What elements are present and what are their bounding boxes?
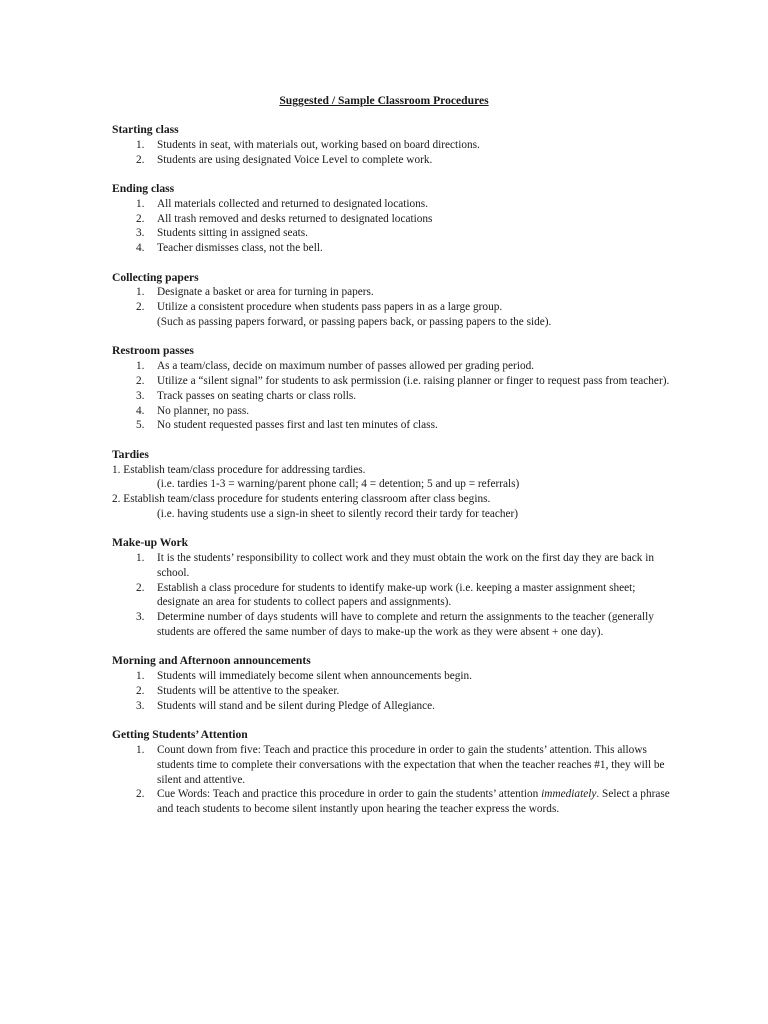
item-number: 2. — [136, 153, 145, 166]
list-item — [112, 463, 672, 493]
item-number: 3. — [136, 699, 145, 712]
section-heading: Make-up Work — [112, 536, 189, 550]
section-heading: Tardies — [112, 447, 149, 461]
procedure-list — [112, 551, 672, 640]
item-text: Students will be attentive to the speaker. — [157, 685, 340, 698]
item-number: 1. — [136, 360, 145, 373]
item-text: All trash removed and desks returned to designated locations — [157, 212, 433, 225]
item-text-start: Cue Words: Teach and practice this procedure in order to gain the students’ attention — [157, 788, 542, 801]
list-item — [112, 684, 672, 699]
section-heading: Collecting papers — [112, 270, 199, 284]
item-text: Utilize a “silent signal” for students to ask permission (i.e. raising planner or finger to request pass from teacher). — [157, 374, 670, 387]
section-restroom-passes — [112, 344, 672, 433]
item-text: Track passes on seating charts or class rolls. — [157, 389, 357, 402]
item-text: No student requested passes first and last ten minutes of class. — [157, 419, 438, 432]
item-number: 2. — [136, 788, 145, 801]
list-item — [112, 300, 672, 330]
section-heading: Ending class — [112, 181, 175, 195]
list-item — [112, 389, 672, 404]
item-note: (i.e. tardies 1-3 = warning/parent phone call; 4 = detention; 5 and up = referrals) — [157, 478, 520, 491]
procedure-list — [112, 743, 672, 817]
item-number: 1. — [136, 286, 145, 299]
procedure-list — [112, 359, 672, 433]
item-text: 1. Establish team/class procedure for addressing tardies. — [112, 463, 366, 476]
list-item — [112, 241, 672, 256]
list-item — [112, 138, 672, 153]
document-body — [112, 123, 672, 832]
item-text: All materials collected and returned to designated locations. — [157, 197, 429, 210]
section-makeup-work — [112, 536, 672, 640]
list-item — [112, 492, 672, 522]
item-number: 5. — [136, 419, 145, 432]
item-number: 2. — [136, 374, 145, 387]
document-title: Suggested / Sample Classroom Procedures — [279, 94, 489, 107]
item-text: Teacher dismisses class, not the bell. — [157, 242, 323, 255]
item-text: Students will immediately become silent when announcements begin. — [157, 670, 472, 683]
section-heading: Restroom passes — [112, 344, 194, 358]
list-item — [112, 212, 672, 227]
section-heading: Getting Students’ Attention — [112, 728, 248, 742]
item-text: 2. Establish team/class procedure for students entering classroom after class begins. — [112, 493, 491, 506]
section-announcements — [112, 654, 672, 713]
item-number: 2. — [136, 685, 145, 698]
item-number: 3. — [136, 227, 145, 240]
item-text: Students in seat, with materials out, working based on board directions. — [157, 138, 480, 151]
list-item — [112, 787, 672, 817]
list-item — [112, 551, 672, 581]
item-note: (i.e. having students use a sign-in sheet to silently record their tardy for teacher) — [157, 507, 519, 520]
item-text: Students will stand and be silent during Pledge of Allegiance. — [157, 699, 435, 712]
section-getting-attention — [112, 728, 672, 817]
item-text: Establish a class procedure for students to identify make-up work (i.e. keeping a master assignment sheet; designate an area for students to collect papers and assignments). — [157, 581, 636, 609]
list-item — [112, 699, 672, 714]
item-number: 2. — [136, 301, 145, 314]
item-text: Students are using designated Voice Level to complete work. — [157, 153, 433, 166]
item-text: Students sitting in assigned seats. — [157, 227, 308, 240]
procedure-list — [112, 138, 672, 168]
item-text: Designate a basket or area for turning in papers. — [157, 286, 374, 299]
item-text: Determine number of days students will have to complete and return the assignments to the teacher (generally students are offered the same number of days to make-up the work as they were absent + one day). — [157, 611, 654, 639]
section-heading: Starting class — [112, 123, 179, 136]
list-item — [112, 581, 672, 611]
list-item — [112, 418, 672, 433]
section-collecting-papers — [112, 271, 672, 330]
procedure-list — [112, 197, 672, 256]
list-item — [112, 226, 672, 241]
list-item — [112, 743, 672, 787]
item-number: 3. — [136, 389, 145, 402]
item-number: 1. — [136, 744, 145, 757]
procedure-list — [112, 285, 672, 329]
item-text: It is the students’ responsibility to collect work and they must obtain the work on the first day they are back in school. — [157, 552, 655, 579]
item-text-emphasis: immediately — [541, 788, 597, 801]
item-text: No planner, no pass. — [157, 404, 250, 417]
item-text: As a team/class, decide on maximum number of passes allowed per grading period. — [157, 360, 535, 373]
item-text: Utilize a consistent procedure when students pass papers in as a large group. — [157, 301, 503, 314]
section-tardies — [112, 448, 672, 522]
list-item — [112, 610, 672, 640]
list-item — [112, 359, 672, 374]
list-item — [112, 153, 672, 168]
item-note: (Such as passing papers forward, or passing papers back, or passing papers to the side). — [157, 315, 552, 328]
section-heading: Morning and Afternoon announcements — [112, 654, 311, 668]
list-item — [112, 374, 672, 389]
section-starting-class — [112, 123, 672, 167]
item-number: 4. — [136, 242, 145, 255]
item-number: 2. — [136, 581, 145, 594]
section-ending-class — [112, 182, 672, 256]
list-item — [112, 285, 672, 300]
item-number: 1. — [136, 138, 145, 151]
item-number: 1. — [136, 552, 145, 565]
item-number: 4. — [136, 404, 145, 417]
item-number: 1. — [136, 197, 145, 210]
item-number: 3. — [136, 611, 145, 624]
list-item — [112, 404, 672, 419]
procedure-list — [112, 669, 672, 713]
list-item — [112, 669, 672, 684]
item-number: 2. — [136, 212, 145, 225]
list-item — [112, 197, 672, 212]
item-text-end: . Select a phrase and teach students to become silent instantly upon hearing the teacher express the words. — [157, 788, 670, 816]
item-text: Count down from five: Teach and practice this procedure in order to gain the students’ attention. This allows students time to complete their conversations with the expectation that when the teacher reaches #1, they will be silent and attentive. — [157, 744, 665, 786]
item-number: 1. — [136, 670, 145, 683]
